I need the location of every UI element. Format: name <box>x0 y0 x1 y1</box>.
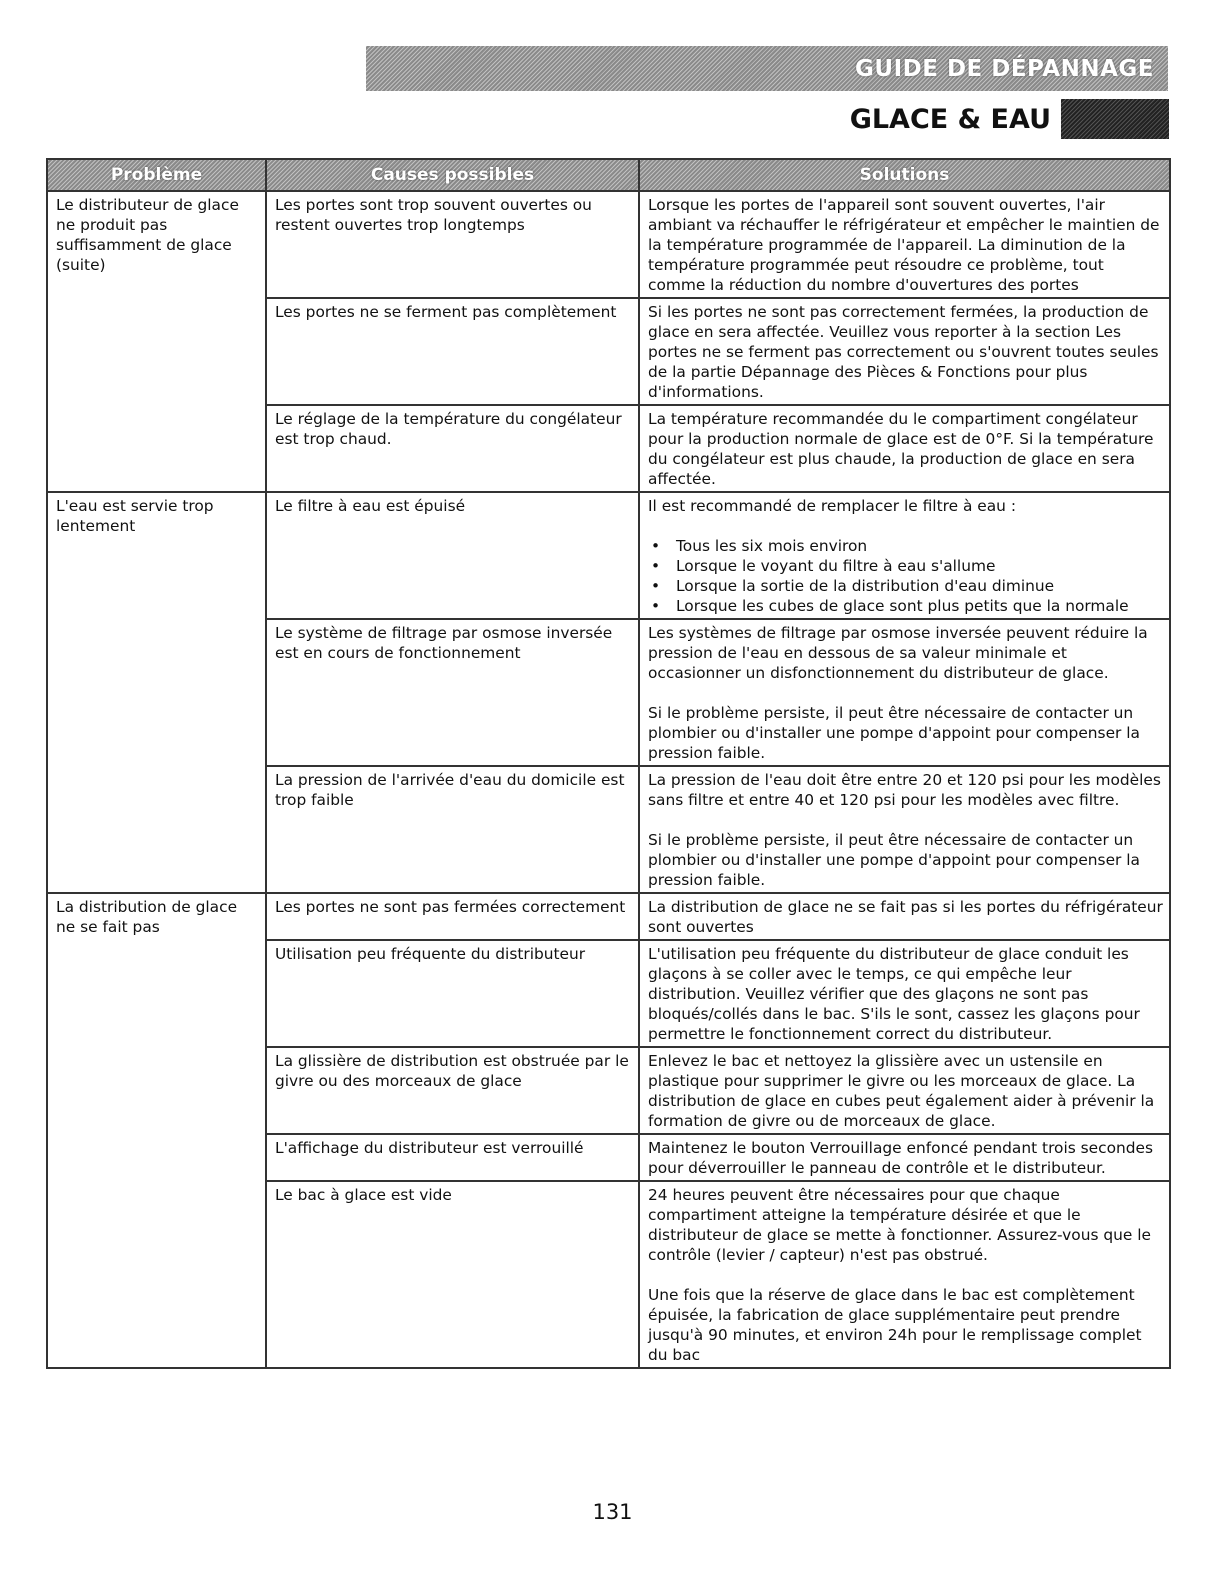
cause-cell: La glissière de distribution est obstruée par le givre ou des morceaux de glace <box>266 1047 639 1134</box>
cause-cell: La pression de l'arrivée d'eau du domicile est trop faible <box>266 766 639 893</box>
cause-cell: Le système de filtrage par osmose inversée est en cours de fonctionnement <box>266 619 639 766</box>
bullet-item: • Lorsque le voyant du filtre à eau s'allume <box>676 556 1163 576</box>
table-row <box>47 191 1170 298</box>
cause-cell: Les portes ne sont pas fermées correctement <box>266 893 639 940</box>
solution-text: Si le problème persiste, il peut être nécessaire de contacter un plombier ou d'installer une pompe d'appoint pour compenser la pression faible. <box>648 831 1140 889</box>
cause-cell: Le réglage de la température du congélateur est trop chaud. <box>266 405 639 492</box>
problem-cell: Le distributeur de glace ne produit pas suffisamment de glace (suite) <box>47 191 266 492</box>
bullet-list <box>648 536 1163 616</box>
solution-text: Si le problème persiste, il peut être nécessaire de contacter un plombier ou d'installer une pompe d'appoint pour compenser la pression faible. <box>648 704 1140 762</box>
solution-cell <box>639 1181 1170 1368</box>
section-header-band <box>366 46 1168 91</box>
column-header-causes: Causes possibles <box>266 159 639 191</box>
solution-text: Enlevez le bac et nettoyez la glissière avec un ustensile en plastique pour supprimer le givre ou les morceaux de glace. La distribution de glace en cubes peut également aider à prévenir la formation de givre ou de morceaux de glace. <box>648 1052 1155 1130</box>
page-number: 131 <box>592 1500 633 1524</box>
cause-cell: Les portes ne se ferment pas complètement <box>266 298 639 405</box>
solution-text: Maintenez le bouton Verrouillage enfoncé pendant trois secondes pour déverrouiller le panneau de contrôle et le distributeur. <box>648 1139 1154 1177</box>
table-row <box>47 893 1170 940</box>
table-row <box>47 492 1170 619</box>
solution-text: Les systèmes de filtrage par osmose inversée peuvent réduire la pression de l'eau en dessous de sa valeur minimale et occasionner un disfonctionnement du distributeur de glace. <box>648 624 1148 682</box>
bullet-item: • Lorsque les cubes de glace sont plus petits que la normale <box>676 596 1163 616</box>
solution-cell <box>639 1134 1170 1181</box>
solution-text: La distribution de glace ne se fait pas si les portes du réfrigérateur sont ouvertes <box>648 898 1163 936</box>
problem-cell: L'eau est servie trop lentement <box>47 492 266 893</box>
bullet-item: • Lorsque la sortie de la distribution d'eau diminue <box>676 576 1163 596</box>
solution-text: Lorsque les portes de l'appareil sont souvent ouvertes, l'air ambiant va réchauffer le réfrigérateur et empêcher le maintien de la température programmée de l'appareil. La diminution de la température programmée peut résoudre ce problème, tout comme la réduction du nombre d'ouvertures des portes <box>648 196 1160 294</box>
cause-cell: Le filtre à eau est épuisé <box>266 492 639 619</box>
section-title: GUIDE DE DÉPANNAGE <box>855 55 1154 82</box>
solution-cell <box>639 766 1170 893</box>
solution-text: 24 heures peuvent être nécessaires pour que chaque compartiment atteigne la température désirée et que le distributeur de glace se mette à fonctionner. Assurez-vous que le contrôle (levier / capteur) n'est pas obstrué. <box>648 1186 1151 1264</box>
cause-cell: L'affichage du distributeur est verrouillé <box>266 1134 639 1181</box>
problem-cell: La distribution de glace ne se fait pas <box>47 893 266 1368</box>
troubleshooting-table <box>46 158 1171 1369</box>
solution-cell <box>639 619 1170 766</box>
solution-text: Une fois que la réserve de glace dans le bac est complètement épuisée, la fabrication de glace supplémentaire peut prendre jusqu'à 90 minutes, et environ 24h pour le remplissage complet du bac <box>648 1286 1142 1364</box>
subsection-title: GLACE & EAU <box>849 103 1051 135</box>
cause-cell: Le bac à glace est vide <box>266 1181 639 1368</box>
cause-cell: Les portes sont trop souvent ouvertes ou restent ouvertes trop longtemps <box>266 191 639 298</box>
solution-cell <box>639 191 1170 298</box>
subsection-header <box>850 99 1169 139</box>
solution-text: Il est recommandé de remplacer le filtre à eau : <box>648 497 1017 515</box>
solution-cell <box>639 893 1170 940</box>
solution-text: La pression de l'eau doit être entre 20 et 120 psi pour les modèles sans filtre et entre 40 et 120 psi pour les modèles avec filtre. <box>648 771 1161 809</box>
solution-text: L'utilisation peu fréquente du distributeur de glace conduit les glaçons à se coller avec le temps, ce qui empêche leur distribution. Veuillez vérifier que des glaçons ne sont pas bloqués/collés dans le bac. S'ils le sont, cassez les glaçons pour permettre le fonctionnement correct du distributeur. <box>648 945 1140 1043</box>
subsection-marker-block <box>1061 99 1169 139</box>
solution-cell <box>639 492 1170 619</box>
solution-text: Si les portes ne sont pas correctement fermées, la production de glace en sera affectée. Veuillez vous reporter à la section Les portes ne se ferment pas correctement ou s'ouvrent toutes seules de la partie Dépannage des Pièces & Fonctions pour plus d'informations. <box>648 303 1159 401</box>
bullet-item: • Tous les six mois environ <box>676 536 1163 556</box>
solution-text: La température recommandée du le compartiment congélateur pour la production normale de glace est de 0°F. Si la température du congélateur est plus chaude, la production de glace en sera affectée. <box>648 410 1154 488</box>
solution-cell <box>639 405 1170 492</box>
column-header-problem: Problème <box>47 159 266 191</box>
solution-cell <box>639 1047 1170 1134</box>
solution-cell <box>639 298 1170 405</box>
solution-cell <box>639 940 1170 1047</box>
cause-cell: Utilisation peu fréquente du distributeur <box>266 940 639 1047</box>
column-header-solutions: Solutions <box>639 159 1170 191</box>
table-header-row <box>47 159 1170 191</box>
